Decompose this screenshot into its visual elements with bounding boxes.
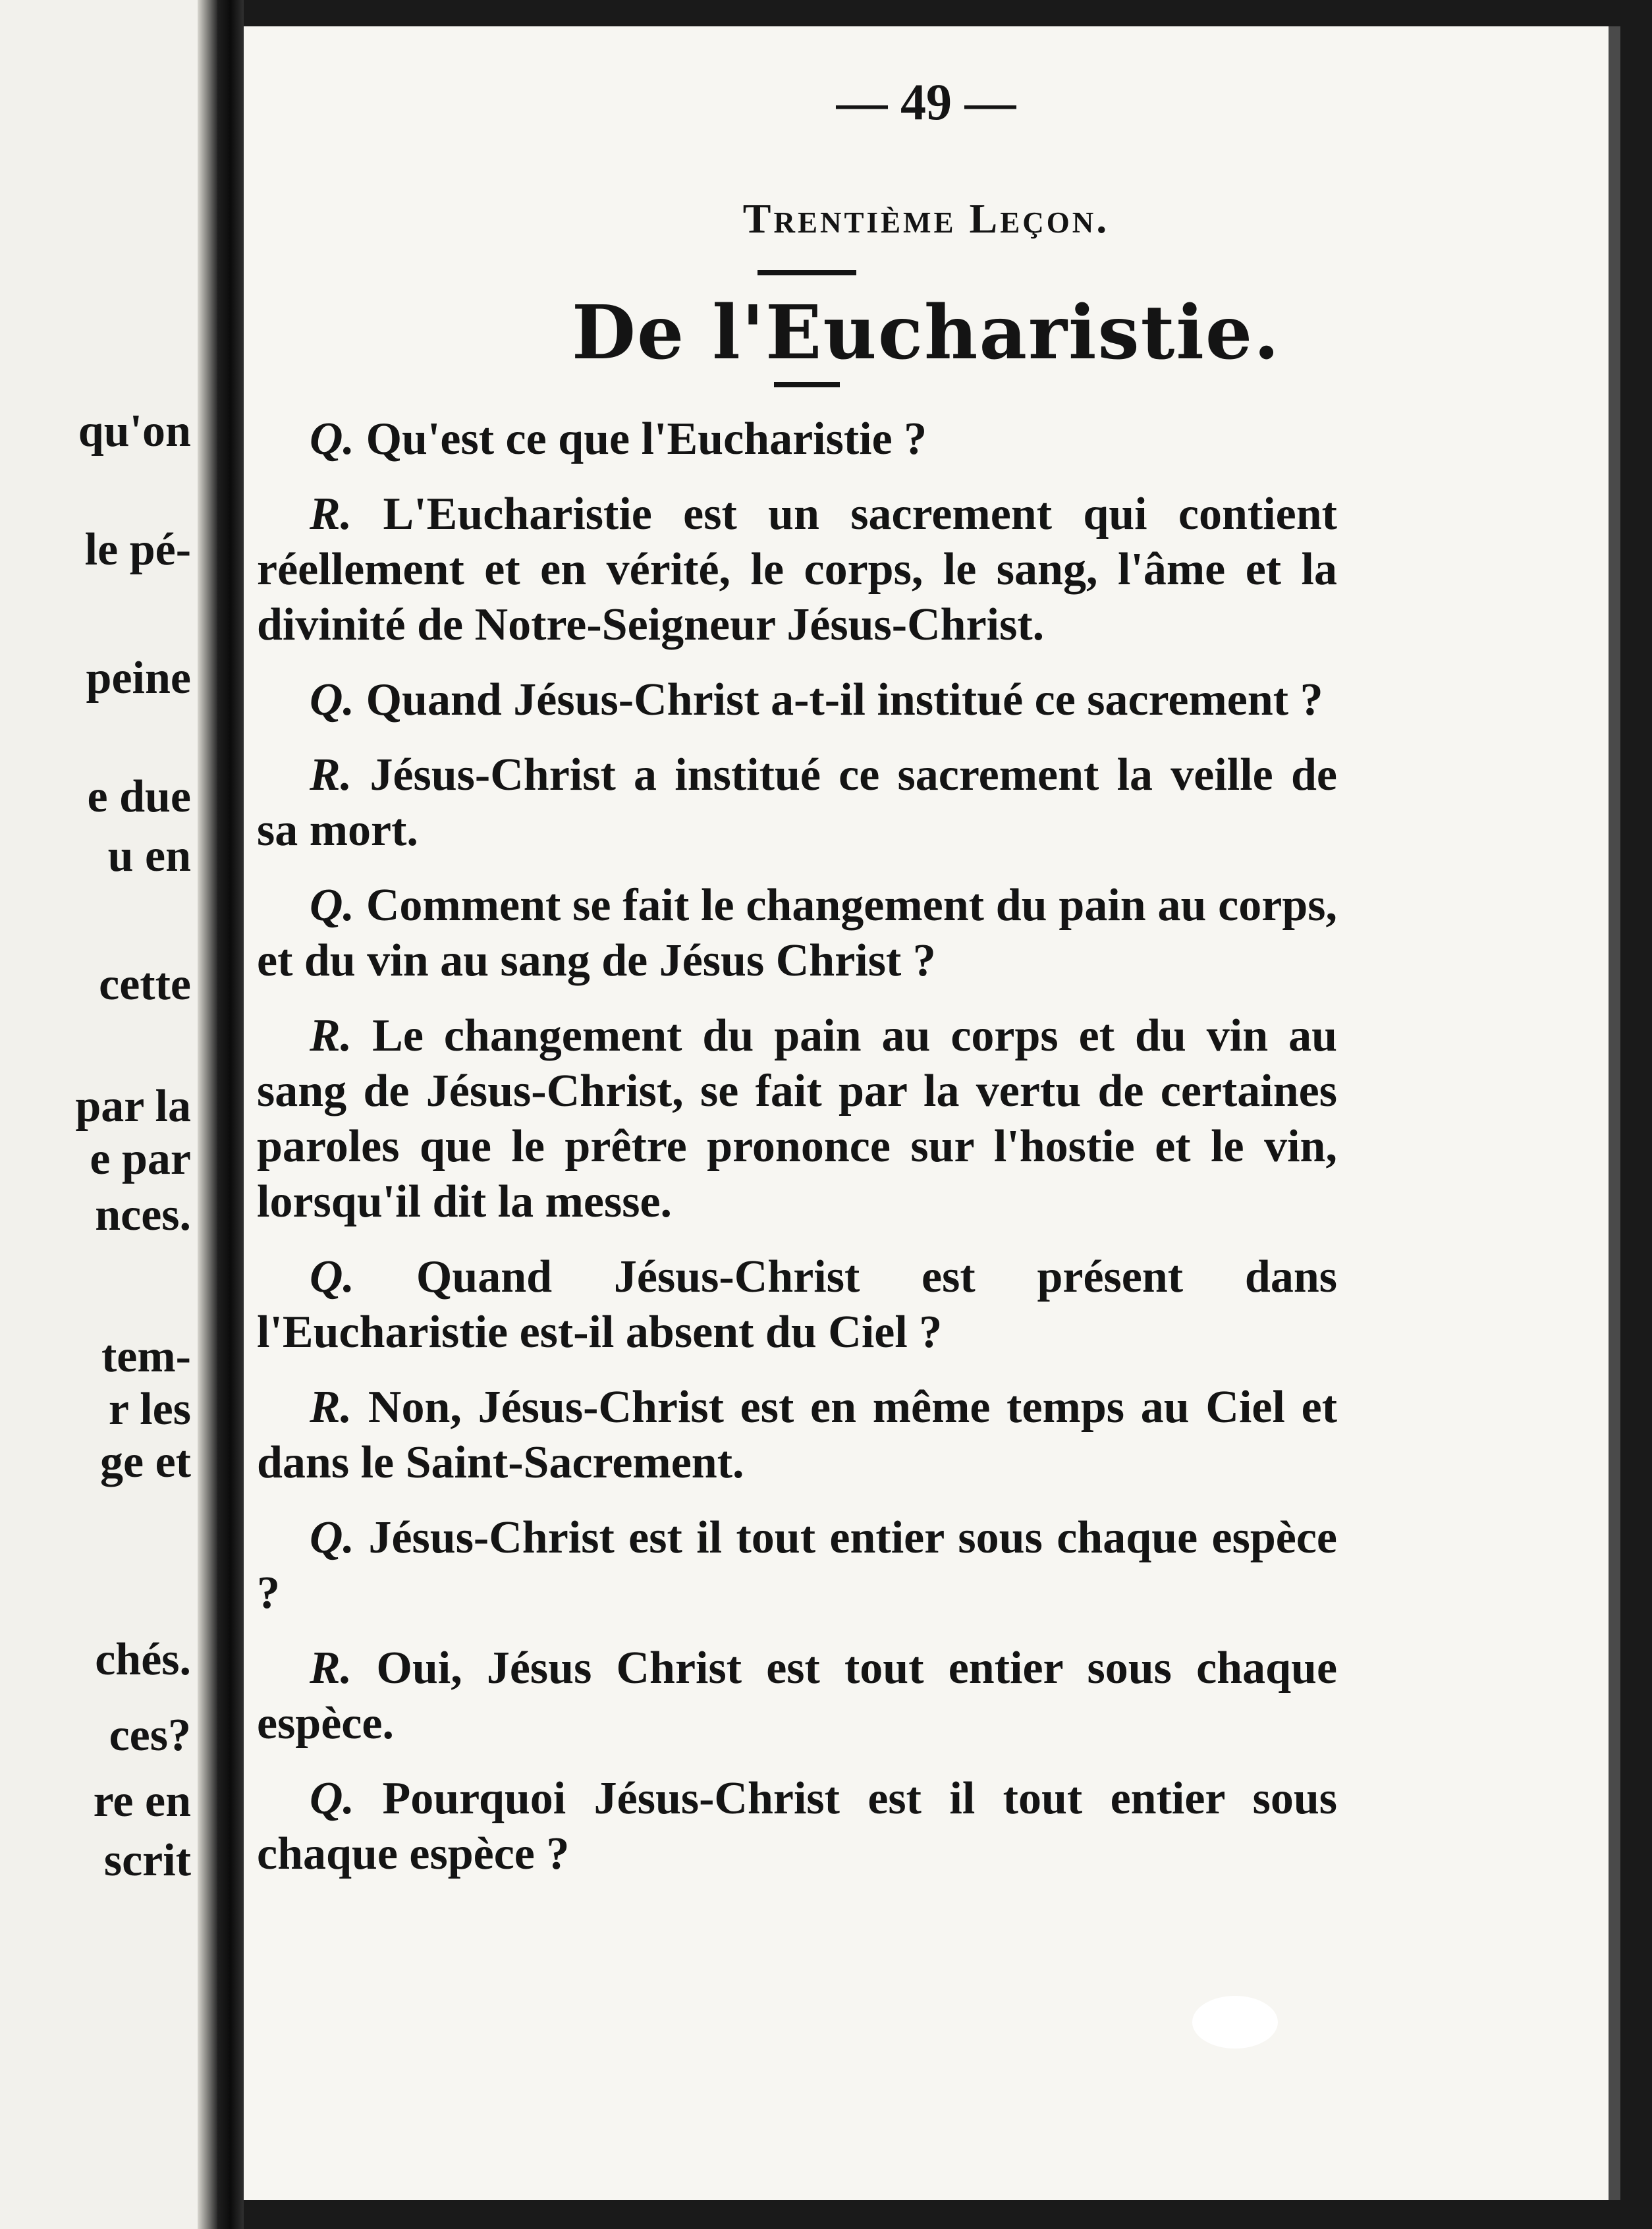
- question-label: Q.: [310, 1512, 355, 1563]
- answer-label: R.: [310, 750, 352, 800]
- facing-page-line: r les: [108, 1384, 191, 1435]
- question: [257, 412, 1337, 467]
- facing-page-line: cette: [99, 959, 191, 1010]
- book-page: [244, 26, 1620, 2200]
- facing-page-line: ge et: [100, 1437, 191, 1487]
- facing-page-line: e par: [90, 1134, 191, 1184]
- question-label: Q.: [310, 414, 355, 464]
- question: [257, 878, 1337, 989]
- question-label: Q.: [310, 1773, 355, 1824]
- answer: [257, 1008, 1337, 1230]
- answer-label: R.: [310, 1010, 352, 1061]
- facing-page-line: par la: [75, 1081, 191, 1132]
- question-text: Qu'est ce que l'Eucharistie ?: [366, 414, 927, 464]
- question-label: Q.: [310, 674, 355, 725]
- answer-label: R.: [310, 1643, 352, 1693]
- facing-page-line: nces.: [95, 1190, 191, 1240]
- facing-page-line: scrit: [103, 1835, 191, 1886]
- answer-label: R.: [310, 1382, 352, 1433]
- answer: [257, 1380, 1337, 1491]
- paper-blot: [1192, 1996, 1278, 2049]
- facing-page-line: u en: [107, 831, 191, 881]
- question-label: Q.: [310, 880, 355, 931]
- answer-text: Jésus-Christ a institué ce sacrement la veille de sa mort.: [257, 750, 1337, 856]
- answer-text: L'Eucharistie est un sacrement qui contient réellement et en vérité, le corps, le sang, l'âme et la divinité de Notre-Seigneur Jésus-Christ.: [257, 489, 1337, 650]
- facing-page-line: ces?: [109, 1710, 191, 1761]
- answer: [257, 748, 1337, 858]
- page-gutter: [198, 0, 217, 2229]
- question-text: Quand Jésus-Christ a-t-il institué ce sacrement ?: [366, 674, 1323, 725]
- question: [257, 1250, 1337, 1360]
- facing-page-line: le pé-: [84, 524, 191, 575]
- answer: [257, 1641, 1337, 1751]
- question-text: Comment se fait le changement du pain au corps, et du vin au sang de Jésus Christ ?: [257, 880, 1337, 986]
- divider: [774, 382, 840, 387]
- facing-page-line: qu'on: [78, 406, 191, 456]
- question: [257, 1771, 1337, 1882]
- answer: [257, 487, 1337, 653]
- answer-label: R.: [310, 489, 352, 539]
- catechism-text: [257, 412, 1337, 1902]
- question: [257, 1510, 1337, 1621]
- question-text: Pourquoi Jésus-Christ est il tout entier sous chaque espèce ?: [257, 1773, 1338, 1879]
- facing-page-line: e due: [87, 771, 191, 822]
- facing-page-line: tem-: [101, 1331, 191, 1382]
- facing-page-line: peine: [86, 653, 191, 703]
- answer-text: Oui, Jésus Christ est tout entier sous chaque espèce.: [257, 1643, 1338, 1749]
- answer-text: Le changement du pain au corps et du vin au sang de Jésus-Christ, se fait par la vertu de certaines paroles que le prêtre prononce sur l'hostie et le vin, lorsqu'il dit la messe.: [257, 1010, 1338, 1227]
- question: [257, 673, 1337, 728]
- question-label: Q.: [310, 1252, 355, 1302]
- facing-page-line: re en: [93, 1776, 191, 1827]
- answer-text: Non, Jésus-Christ est en même temps au Ciel et dans le Saint-Sacrement.: [257, 1382, 1338, 1488]
- question-text: Quand Jésus-Christ est présent dans l'Eucharistie est-il absent du Ciel ?: [257, 1252, 1338, 1358]
- chapter-title: De l'Eucharistie.: [571, 290, 1281, 376]
- facing-page: [0, 0, 217, 2229]
- divider: [757, 270, 856, 275]
- book-binding: [217, 0, 244, 2229]
- question-text: Jésus-Christ est il tout entier sous chaque espèce ?: [257, 1512, 1337, 1618]
- lesson-header: Trentième Leçon.: [742, 195, 1110, 242]
- page-number: — 49 —: [836, 73, 1016, 130]
- facing-page-line: chés.: [95, 1634, 191, 1685]
